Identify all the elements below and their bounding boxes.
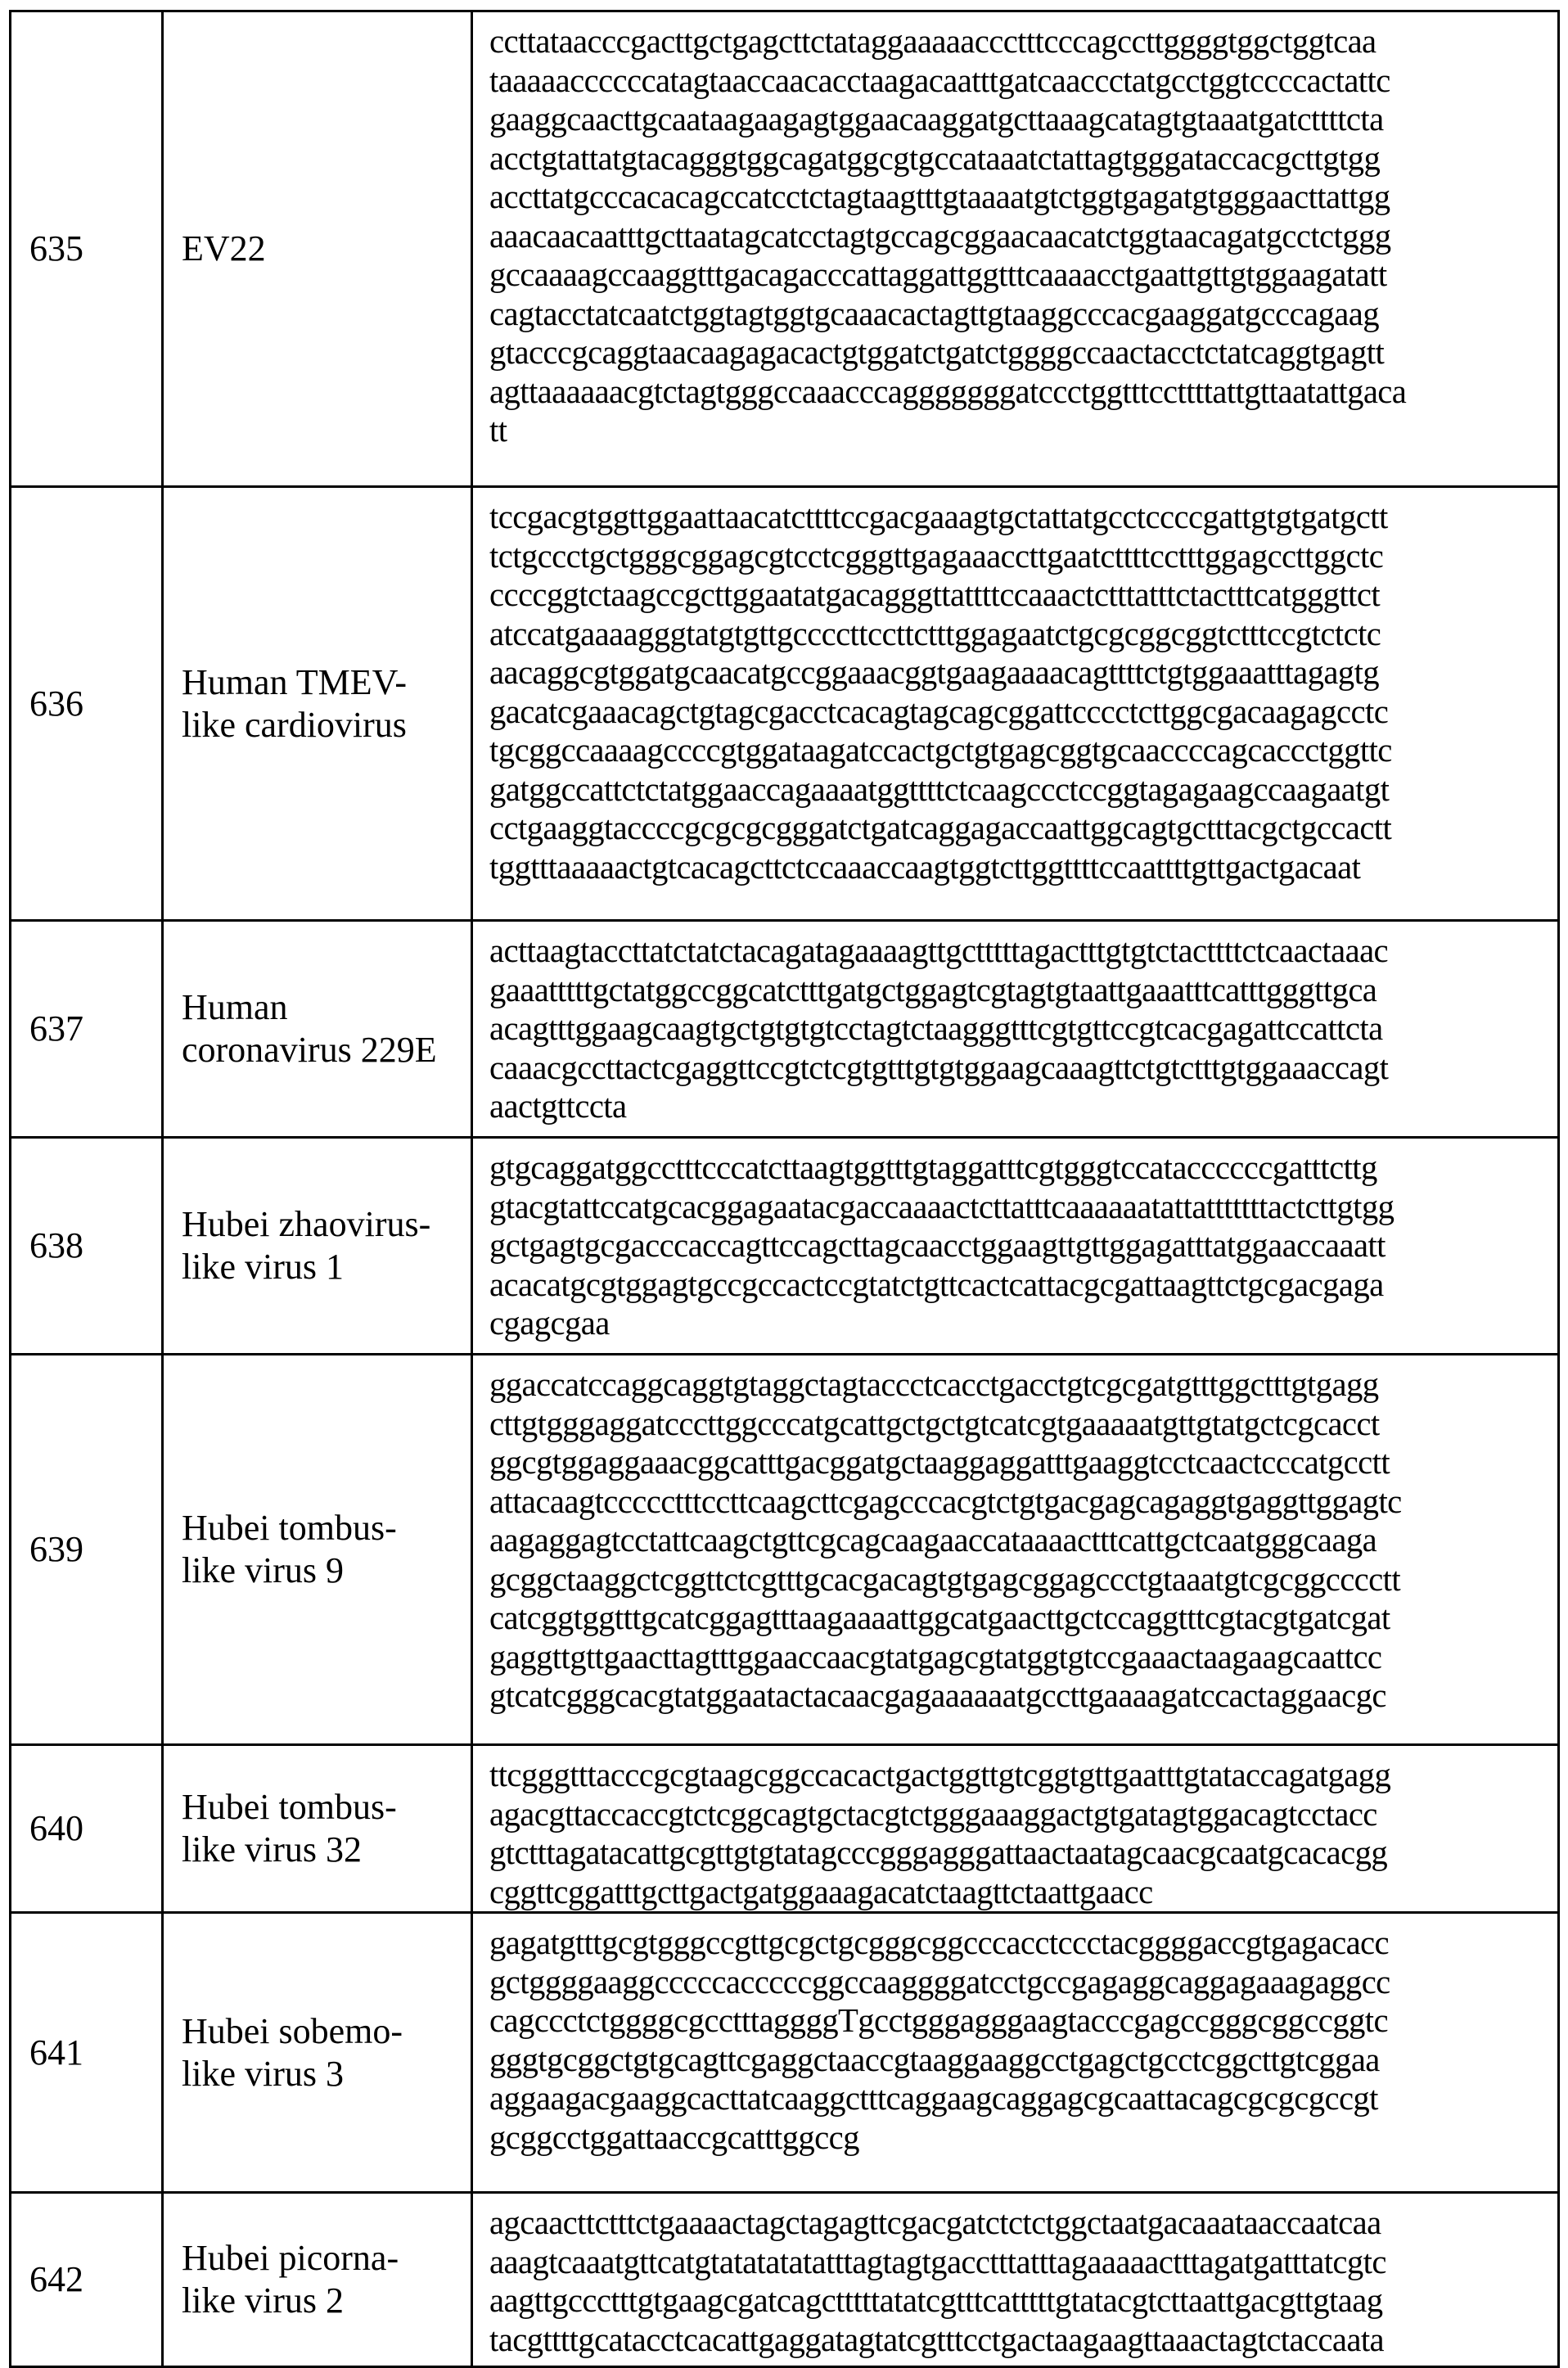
sequence-line: gctgagtgcgacccaccagttccagcttagcaacctggaagttgttggagatttatggaaccaaatt: [489, 1226, 1386, 1264]
sequence-line: atccatgaaaagggtatgtgttgccccttccttctttggagaatctgcgcggcggtctttccgtctctc: [489, 614, 1381, 652]
sequence-cell: [472, 1355, 1559, 1745]
virus-name-line: Human TMEV-: [182, 661, 407, 702]
sequence-line: cagccctctggggcgcctttaggggTgcctgggagggaagtacccgagccgggcggccggtc: [489, 2001, 1388, 2039]
virus-name-line: Hubei sobemo-: [182, 2010, 403, 2051]
sequence-line: agacgttaccaccgtctcggcagtgctacgtctgggaaaggactgtgatagtggacagtcctacc: [489, 1794, 1377, 1833]
sequence-line: acacatgcgtggagtgccgccactccgtatctgttcactcattacgcgattaagttctgcgacgaga: [489, 1265, 1384, 1303]
sequence-line: gtctttagatacattgcgttgtgtatagcccgggagggattaactaatagcaacgcaatgcacacgg: [489, 1834, 1388, 1871]
sequence-cell: [472, 2193, 1559, 2367]
sequence-line: gctggggaaggcccccacccccggccaaggggatcctgccgagaggcaggagaaagaggcc: [489, 1962, 1390, 2000]
sequence-id-cell: [11, 921, 163, 1138]
virus-name-line: like cardiovirus: [182, 704, 407, 745]
sequence-id-cell: [11, 1138, 163, 1355]
virus-name-cell: [163, 1355, 472, 1745]
sequence-line: tctgccctgctgggcggagcgtcctcgggttgagaaaccttgaatcttttcctttggagccttggctc: [489, 536, 1384, 575]
sequence-id-cell: [11, 11, 163, 487]
virus-name-line: EV22: [182, 228, 266, 268]
virus-name-cell: [163, 1913, 472, 2193]
sequence-line: ggcgtggaggaaacggcatttgacggatgctaaggaggatttgaaggtcctcaactcccatgcctt: [489, 1443, 1390, 1481]
table-row: [11, 921, 1559, 1138]
sequence-line: taaaaaccccccatagtaaccaacacctaagacaatttgatcaaccctatgcctggtccccactattc: [489, 61, 1390, 99]
sequence-line: cggttcggatttgcttgactgatggaaagacatctaagttctaattgaacc: [489, 1872, 1153, 1910]
sequence-line: aaagtcaaatgttcatgtatatatatatttagtagtgacctttatttagaaaaactttagatgatttatcgtc: [489, 2242, 1386, 2280]
sequence-line: ttcgggtttacccgcgtaagcggccacactgactggttgtcggtgttgaatttgtataccagatgagg: [489, 1756, 1391, 1793]
sequence-line: ccccggtctaagccgcttggaatatgacagggttattttccaaactctttatttctactttcatgggttct: [489, 575, 1381, 613]
virus-name-cell: [163, 1138, 472, 1355]
virus-name-line: Hubei zhaovirus-: [182, 1204, 431, 1244]
sequence-line: gatggccattctctatggaaccagaaaatggttttctcaagccctccggtagagaagccaagaatgt: [489, 769, 1390, 808]
virus-name-cell: [163, 921, 472, 1138]
sequence-id: 640: [29, 1808, 83, 1848]
sequence-line: ggaccatccaggcaggtgtaggctagtaccctcacctgacctgtcgcgatgtttggctttgtgagg: [489, 1365, 1379, 1403]
sequence-line: tt: [489, 411, 507, 449]
virus-name-cell: [163, 2193, 472, 2367]
sequence-id-cell: [11, 1913, 163, 2193]
sequence-cell: [472, 1913, 1559, 2193]
sequence-line: gtacgtattccatgcacggagaatacgaccaaaactcttatttcaaaaaatattatttttttactcttgtgg: [489, 1187, 1395, 1225]
sequence-line: acagtttggaagcaagtgctgtgtgtcctagtctaagggtttcgtgttccgtcacgagattccattcta: [489, 1009, 1383, 1047]
sequence-id: 642: [29, 2259, 83, 2299]
virus-name-line: coronavirus 229E: [182, 1030, 437, 1070]
virus-name-cell: [163, 487, 472, 921]
sequence-line: accttatgcccacacagccatcctctagtaagtttgtaaaatgtctggtgagatgtgggaacttattgg: [489, 178, 1390, 215]
sequence-line: gacatcgaaacagctgtagcgacctcacagtagcagcggattcccctcttggcgacaagagcctc: [489, 692, 1389, 730]
sequence-id: 638: [29, 1225, 83, 1265]
sequence-line: cttgtgggaggatcccttggcccatgcattgctgctgtcatcgtgaaaaatgttgtatgctcgcacct: [489, 1404, 1380, 1442]
table-row: [11, 1913, 1559, 2193]
sequence-cell: [472, 1138, 1559, 1355]
sequence-id: 636: [29, 683, 83, 724]
table-row: [11, 11, 1559, 487]
sequence-line: aaacaacaatttgcttaatagcatcctagtgccagcggaacaacatctggtaacagatgcctctggg: [489, 216, 1391, 255]
table-row: [11, 1138, 1559, 1355]
sequence-cell: [472, 921, 1559, 1138]
virus-name-line: like virus 1: [182, 1247, 344, 1287]
sequence-line: cagtacctatcaatctggtagtggtgcaaacactagttgtaaggcccacgaaggatgcccagaag: [489, 294, 1379, 332]
sequence-line: gtcatcgggcacgtatggaatactacaacgagaaaaaatgccttgaaaagatccactaggaacgc: [489, 1676, 1386, 1714]
sequence-line: ccttataacccgacttgctgagcttctataggaaaaaccctttcccagccttggggtggctggtcaa: [489, 22, 1377, 60]
sequence-id-cell: [11, 1745, 163, 1913]
sequence-cell: [472, 11, 1559, 487]
sequence-line: gaaggcaacttgcaataagaagagtggaacaaggatgcttaaagcatagtgtaaatgatcttttcta: [489, 100, 1384, 138]
sequence-id-cell: [11, 487, 163, 921]
sequence-id-cell: [11, 2193, 163, 2367]
sequence-line: tccgacgtggttggaattaacatcttttccgacgaaagtgctattatgcctccccgattgtgtgatgctt: [489, 498, 1388, 535]
sequence-line: aacaggcgtggatgcaacatgccggaaacggtgaagaaaacagttttctgtggaaatttagagtg: [489, 653, 1380, 691]
sequence-line: caaacgccttactcgaggttccgtctcgtgtttgtgtggaagcaaagttctgtctttgtggaaaccagt: [489, 1048, 1389, 1086]
sequence-id: 637: [29, 1008, 83, 1049]
sequence-line: aactgttccta: [489, 1087, 627, 1125]
virus-name-line: Human: [182, 987, 288, 1027]
sequence-line: gtacccgcaggtaacaagagacactgtggatctgatctggggccaactacctctatcaggtgagtt: [489, 333, 1385, 371]
virus-name-line: like virus 32: [182, 1829, 362, 1870]
sequence-line: tgcggccaaaagccccgtggataagatccactgctgtgagcggtgcaaccccagcaccctggttc: [489, 731, 1392, 769]
table-row: [11, 1745, 1559, 1913]
sequence-line: tacgttttgcatacctcacattgaggatagtatcgtttcctgactaagaagttaaactagtctaccaata: [489, 2320, 1385, 2358]
sequence-line: agttaaaaaacgtctagtgggccaaacccagggggggatccctggtttccttttattgttaatattgaca: [489, 372, 1407, 410]
virus-name-line: like virus 9: [182, 1550, 344, 1590]
sequence-line: catcggtggtttgcatcggagtttaagaaaattggcatgaacttgctccaggtttcgtacgtgatcgat: [489, 1599, 1390, 1636]
sequence-id: 635: [29, 228, 83, 268]
virus-name-line: Hubei tombus-: [182, 1787, 397, 1827]
sequence-line: agcaacttctttctgaaaactagctagagttcgacgatctctctggctaatgacaaataaccaatcaa: [489, 2203, 1381, 2241]
virus-name-line: like virus 3: [182, 2053, 344, 2094]
virus-name-cell: [163, 11, 472, 487]
table-row: [11, 487, 1559, 921]
virus-name-line: Hubei tombus-: [182, 1508, 397, 1548]
sequence-cell: [472, 1745, 1559, 1913]
sequence-id: 639: [29, 1529, 83, 1569]
sequence-line: gcggctaaggctcggttctcgtttgcacgacagtgtgagcggagccctgtaaatgtcgcggcccctt: [489, 1559, 1401, 1598]
sequence-line: gaaatttttgctatggccggcatctttgatgctggagtcgtagtgtaattgaaatttcatttgggttgca: [489, 970, 1377, 1008]
sequence-line: acctgtattatgtacagggtggcagatggcgtgccataaatctattagtgggataccacgcttgtgg: [489, 138, 1381, 177]
sequence-line: acttaagtaccttatctatctacagatagaaaagttgctttttagactttgtgtctacttttctcaactaaac: [489, 931, 1389, 969]
sequence-line: gccaaaagccaaggtttgacagacccattaggattggtttcaaaacctgaattgttgtggaagatatt: [489, 255, 1387, 293]
sequence-line: aagaggagtcctattcaagctgttcgcagcaagaaccataaaactttcattgctcaatgggcaaga: [489, 1521, 1377, 1558]
sequence-line: gtgcaggatggcctttcccatcttaagtggtttgtaggatttcgtgggtccataccccccgatttcttg: [489, 1148, 1377, 1186]
sequence-line: cgagcgaa: [489, 1304, 610, 1342]
virus-name-line: Hubei picorna-: [182, 2238, 399, 2278]
sequence-table: [9, 10, 1560, 2368]
sequence-id: 641: [29, 2032, 83, 2073]
sequence-line: gggtgcggctgtgcagttcgaggctaaccgtaaggaaggcctgagctgcctcggcttgtcggaa: [489, 2040, 1380, 2078]
table-row: [11, 1355, 1559, 1745]
sequence-line: gaggttgttgaacttagtttggaaccaacgtatgagcgtatggtgtccgaaactaagaagcaattcc: [489, 1637, 1382, 1676]
sequence-line: gagatgtttgcgtgggccgttgcgctgcgggcggcccacctccctacggggaccgtgagacacc: [489, 1924, 1390, 1961]
table-row: [11, 2193, 1559, 2367]
sequence-line: aagttgccctttgtgaagcgatcagctttttatatcgtttcatttttgtatacgtcttaattgacgttgtaag: [489, 2281, 1383, 2319]
sequence-line: attacaagtccccctttccttcaagcttcgagcccacgtctgtgacgagcagaggtgaggttggagtc: [489, 1482, 1402, 1520]
sequence-line: gcggcctggattaaccgcatttggccg: [489, 2118, 859, 2156]
virus-name-cell: [163, 1745, 472, 1913]
sequence-table-body: [11, 11, 1559, 2367]
sequence-id-cell: [11, 1355, 163, 1745]
sequence-cell: [472, 487, 1559, 921]
sequence-line: aggaagacgaaggcacttatcaaggctttcaggaagcaggagcgcaattacagcgcgcgccgt: [489, 2079, 1378, 2117]
virus-name-line: like virus 2: [182, 2280, 344, 2321]
sequence-line: tggtttaaaaactgtcacagcttctccaaaccaagtggtcttggttttccaattttgttgactgacaat: [489, 847, 1361, 886]
sequence-line: cctgaaggtaccccgcgcgcgggatctgatcaggagaccaattggcagtgctttacgctgccactt: [489, 809, 1392, 846]
